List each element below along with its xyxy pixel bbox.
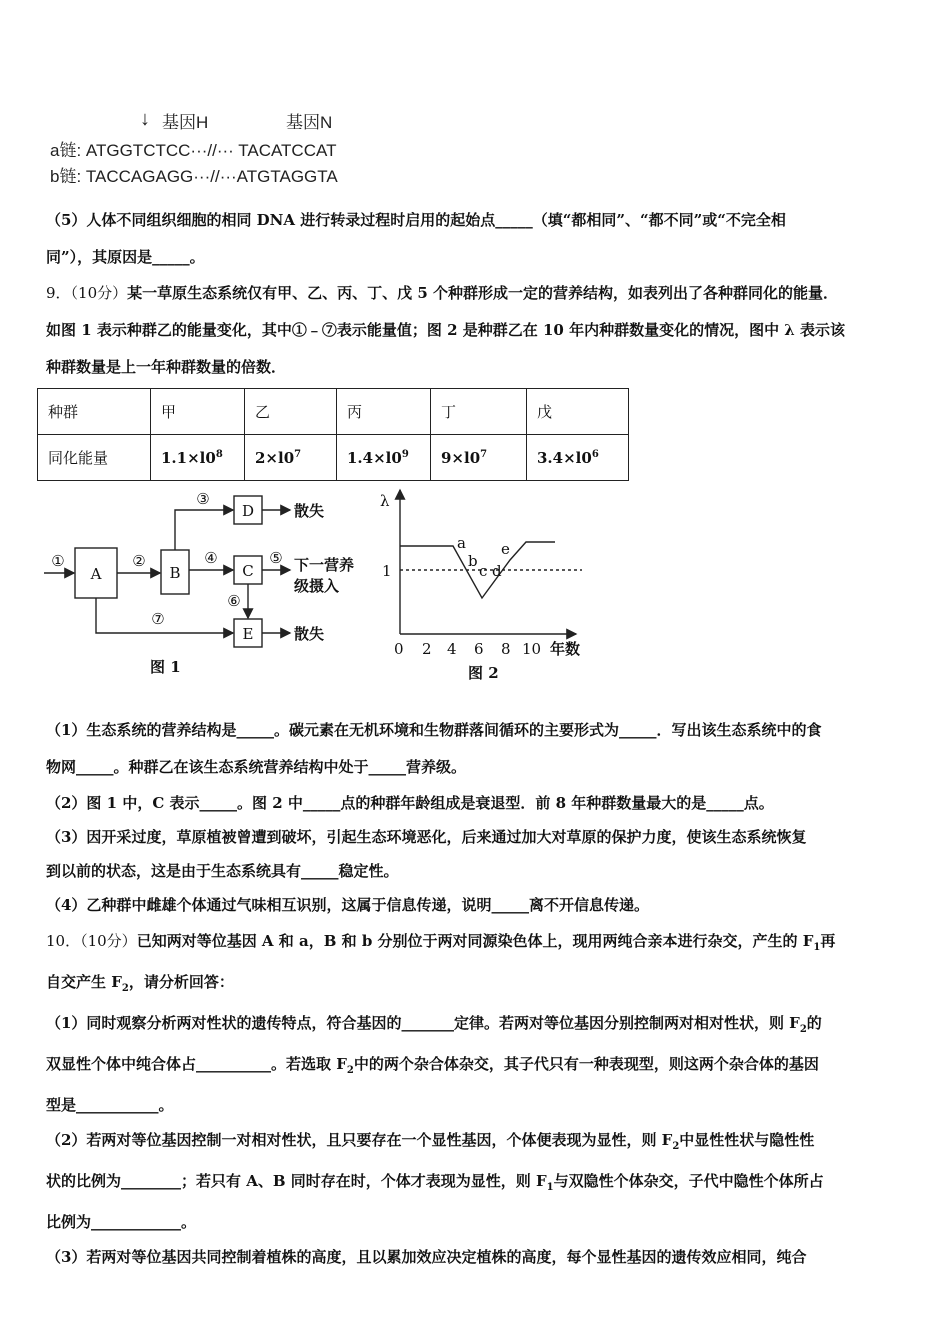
point-b-label: b <box>468 552 478 570</box>
point-d-label: d <box>492 562 502 580</box>
q10-line2 <box>46 965 910 1006</box>
value-mantissa: 9×l0 <box>441 448 481 467</box>
lost-d-label: 散失 <box>294 502 325 520</box>
q10-line1 <box>46 924 910 965</box>
box-a-label: A <box>90 565 102 583</box>
box-b-label: B <box>169 564 181 582</box>
x-tick-6: 6 <box>474 640 484 658</box>
gene-figure <box>46 104 406 188</box>
subscript: 2 <box>346 1065 354 1076</box>
table-cell: 丙 <box>337 389 431 435</box>
q10-text: 中的两个杂合体杂交，其子代只有一种表现型，则这两个杂合体的基因 <box>353 1055 819 1073</box>
flow-number-5: ⑤ <box>269 549 283 567</box>
value-exponent: 8 <box>215 448 223 460</box>
q10-part1-line2 <box>46 1047 910 1088</box>
q10-part1-line1 <box>46 1006 910 1047</box>
table-cell <box>245 435 337 481</box>
figure-1-energy-flow <box>40 488 360 678</box>
table-cell: 种群 <box>38 389 151 435</box>
q10-part2-line1 <box>46 1123 910 1164</box>
point-e-label: e <box>501 540 510 558</box>
point-a-label: a <box>457 534 466 552</box>
q9-part2: （2）图 1 中，C 表示_____。图 2 中_____点的种群年龄组成是衰退型．前 8 年种群数量最大的是_____点。 <box>46 794 774 812</box>
q10-text: （2）若两对等位基因控制一对相对性状，且只要存在一个显性基因，个体便表现为显性，则 F <box>46 1131 673 1149</box>
table-cell: 戊 <box>527 389 629 435</box>
figure-1-caption: 图 1 <box>150 658 181 676</box>
q10-part2-line2 <box>46 1164 910 1205</box>
flow-number-2: ② <box>132 552 146 570</box>
table-cell <box>431 435 527 481</box>
question-8-part-5 <box>46 202 910 276</box>
flow-number-6: ⑥ <box>227 592 241 610</box>
table-row <box>38 435 629 481</box>
q10-text: 与双隐性个体杂交，子代中隐性个体所占 <box>553 1172 824 1190</box>
x-tick-10: 10 <box>522 640 542 658</box>
question-10 <box>46 924 910 1275</box>
value-mantissa: 3.4×l0 <box>537 448 592 467</box>
subscript: 2 <box>672 1141 680 1152</box>
question-9-intro <box>46 275 910 386</box>
q9-part4: （4）乙种群中雌雄个体通过气味相互识别，这属于信息传递，说明_____离不开信息传递。 <box>46 896 649 914</box>
point-c-label: c <box>479 562 488 580</box>
flow-number-4: ④ <box>204 549 218 567</box>
q9-part1-line1: （1）生态系统的营养结构是_____。碳元素在无机环境和生物群落间循环的主要形式为_____．写出该生态系统中的食 <box>46 721 822 739</box>
box-d-label: D <box>241 502 255 520</box>
q9-number: 9．（10分） <box>46 284 128 302</box>
q10-part3-line1: （3）若两对等位基因共同控制着植株的高度，且以累加效应决定植株的高度，每个显性基因的遗传效应相同，纯合 <box>46 1248 807 1266</box>
subscript: 1 <box>813 942 821 953</box>
q10-text: 双显性个体中纯合体占__________。若选取 F <box>46 1055 347 1073</box>
q10-part1-line3: 型是___________。 <box>46 1096 174 1114</box>
table-cell: 同化能量 <box>38 435 151 481</box>
table-cell <box>527 435 629 481</box>
table-cell <box>337 435 431 481</box>
flow-number-3: ③ <box>196 490 210 508</box>
value-exponent: 7 <box>294 448 302 460</box>
q9-line3: 种群数量是上一年种群数量的倍数． <box>46 358 287 376</box>
subscript: 1 <box>546 1182 554 1193</box>
q10-part2-line3: 比例为____________。 <box>46 1213 197 1231</box>
strand-a: a链: ATGGTCTCC···//··· TACATCCAT <box>50 141 337 160</box>
q8-5-line1: （5）人体不同组织细胞的相同 DNA 进行转录过程时启用的起始点_____（填“都相同”、“都不同”或“不完全相 <box>46 211 786 229</box>
q8-5-line2: 同”），其原因是_____。 <box>46 248 205 266</box>
q9-line2: 如图 1 表示种群乙的能量变化，其中①﹣⑦表示能量值；图 2 是种群乙在 10 年内种群数量变化的情况，图中 λ 表示该 <box>46 321 846 339</box>
question-9-parts <box>46 712 910 922</box>
lost-e-label: 散失 <box>294 625 325 643</box>
value-mantissa: 2×l0 <box>255 448 295 467</box>
subscript: 2 <box>121 983 129 994</box>
gene-n-label: 基因N <box>286 113 333 132</box>
value-exponent: 9 <box>401 448 409 460</box>
q9-part1-line2: 物网_____。种群乙在该生态系统营养结构中处于_____营养级。 <box>46 758 467 776</box>
q9-line1 <box>46 275 910 312</box>
flow-number-7: ⑦ <box>151 610 165 628</box>
q10-text: 中显性性状与隐性性 <box>679 1131 815 1149</box>
q10-text: 的 <box>806 1014 822 1032</box>
x-tick-0: 0 <box>394 640 404 658</box>
q9-part3-line2: 到以前的状态，这是由于生态系统具有_____稳定性。 <box>46 862 399 880</box>
value-exponent: 6 <box>591 448 599 460</box>
figure-2-lambda-chart <box>370 484 610 684</box>
energy-table <box>37 388 629 481</box>
value-exponent: 7 <box>480 448 488 460</box>
q10-text: 再 <box>820 932 836 950</box>
x-tick-4: 4 <box>447 640 457 658</box>
q10-text: ，请分析回答： <box>128 973 234 991</box>
y-tick-1: 1 <box>382 562 392 580</box>
q10-text: （1）同时观察分析两对性状的遗传特点，符合基因的_______定律。若两对等位基因分别控制两对相对性状，则 F <box>46 1014 800 1032</box>
q10-number: 10．（10分） <box>46 932 137 950</box>
down-arrow-icon: ↓ <box>140 108 150 130</box>
figure-2-caption: 图 2 <box>468 664 499 682</box>
box-e-label: E <box>242 625 254 643</box>
value-mantissa: 1.1×l0 <box>161 448 216 467</box>
q9-line1-text: 某一草原生态系统仅有甲、乙、丙、丁、戊 5 个种群形成一定的营养结构，如表列出了各种群同化的能量． <box>127 284 839 302</box>
q10-text: 已知两对等位基因 A 和 a，B 和 b 分别位于两对同源染色体上，现用两纯合亲本进行杂交，产生的 F <box>136 932 814 950</box>
value-mantissa: 1.4×l0 <box>347 448 402 467</box>
y-axis-label: λ <box>380 492 390 510</box>
table-header-row <box>38 389 629 435</box>
next-level-label-1: 下一营养 <box>294 556 355 574</box>
subscript: 2 <box>799 1024 807 1035</box>
lambda-curve <box>400 542 555 598</box>
x-tick-8: 8 <box>501 640 511 658</box>
flow-number-1: ① <box>51 552 65 570</box>
table-cell: 乙 <box>245 389 337 435</box>
table-cell: 甲 <box>151 389 245 435</box>
gene-h-label: 基因H <box>162 113 209 132</box>
q10-text: 自交产生 F <box>46 973 122 991</box>
x-axis-label: 年数 <box>550 640 581 658</box>
table-cell: 丁 <box>431 389 527 435</box>
box-c-label: C <box>242 562 254 580</box>
q10-text: 状的比例为________；若只有 A、B 同时存在时，个体才表现为显性，则 F <box>46 1172 547 1190</box>
table-cell <box>151 435 245 481</box>
q9-part3-line1: （3）因开采过度，草原植被曾遭到破坏，引起生态环境恶化，后来通过加大对草原的保护力度，使该生态系统恢复 <box>46 828 807 846</box>
x-tick-2: 2 <box>422 640 432 658</box>
strand-b: b链: TACCAGAGG···//···ATGTAGGTA <box>50 167 338 186</box>
next-level-label-2: 级摄入 <box>294 577 340 595</box>
